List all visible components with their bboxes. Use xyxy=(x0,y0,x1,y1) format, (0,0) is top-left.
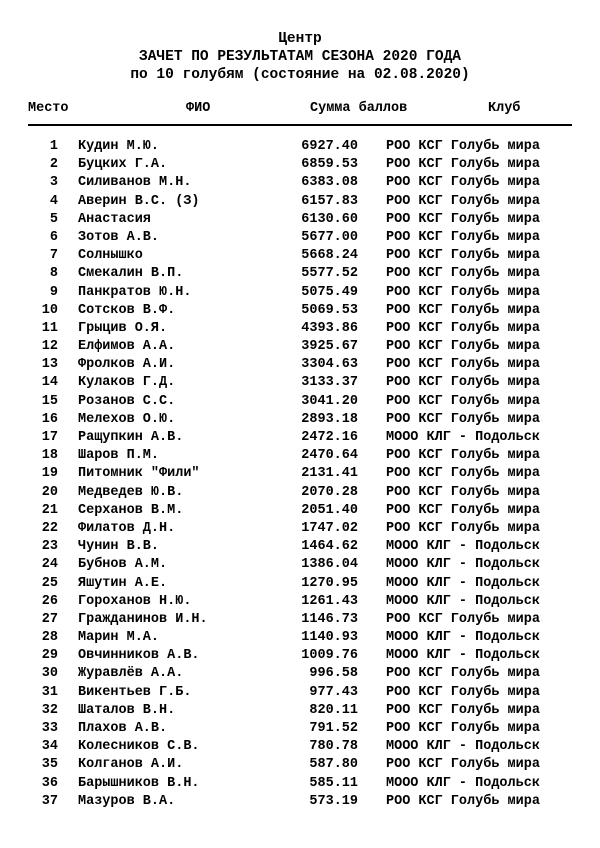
row-club: МООО КЛГ - Подольск xyxy=(386,739,540,755)
row-name: Яшутин А.Е. xyxy=(78,575,168,591)
row-club: РОО КСГ Голубь мира xyxy=(386,793,540,809)
row-name: Серханов В.М. xyxy=(78,502,184,518)
row-place: 25 xyxy=(41,575,58,591)
row-name: Питомник "Фили" xyxy=(78,466,200,482)
row-place: 19 xyxy=(41,466,58,482)
row-club: РОО КСГ Голубь мира xyxy=(386,320,540,336)
table-row xyxy=(0,447,600,465)
row-score: 1747.02 xyxy=(301,520,358,536)
row-name: Панкратов Ю.Н. xyxy=(78,284,192,300)
row-name: Сотсков В.Ф. xyxy=(78,302,176,318)
row-club: РОО КСГ Голубь мира xyxy=(386,502,540,518)
column-header-score: Сумма баллов xyxy=(310,101,408,116)
row-place: 14 xyxy=(41,375,58,391)
row-name: Плахов А.В. xyxy=(78,721,168,736)
row-score: 5577.52 xyxy=(301,266,358,282)
row-club: РОО КСГ Голубь мира xyxy=(386,393,540,409)
row-name: Гражданинов И.Н. xyxy=(78,611,208,627)
row-club: РОО КСГ Голубь мира xyxy=(386,666,540,682)
table-row xyxy=(0,593,600,611)
table-row xyxy=(0,702,600,720)
row-name: Медведев Ю.В. xyxy=(78,484,184,500)
row-score: 5677.00 xyxy=(301,229,358,245)
results-table xyxy=(0,138,600,811)
table-row xyxy=(0,138,600,156)
row-place: 1 xyxy=(49,139,58,154)
row-club: РОО КСГ Голубь мира xyxy=(386,757,540,773)
column-header-place: Место xyxy=(28,101,69,116)
table-row xyxy=(0,756,600,774)
row-score: 820.11 xyxy=(309,702,358,718)
row-place: 13 xyxy=(41,357,58,373)
table-row xyxy=(0,393,600,411)
row-name: Колганов А.И. xyxy=(78,757,184,773)
row-club: РОО КСГ Голубь мира xyxy=(386,721,540,736)
row-name: Шаров П.М. xyxy=(78,448,160,464)
row-place: 28 xyxy=(41,630,58,646)
row-score: 6383.08 xyxy=(301,175,358,191)
row-place: 20 xyxy=(41,484,58,500)
row-club: РОО КСГ Голубь мира xyxy=(386,611,540,627)
row-place: 37 xyxy=(41,793,58,809)
table-row xyxy=(0,229,600,247)
row-score: 2051.40 xyxy=(301,502,358,518)
row-place: 7 xyxy=(49,248,58,264)
table-row xyxy=(0,738,600,756)
table-row xyxy=(0,720,600,738)
table-row xyxy=(0,265,600,283)
row-score: 5069.53 xyxy=(301,302,358,318)
row-club: РОО КСГ Голубь мира xyxy=(386,520,540,536)
table-row xyxy=(0,174,600,192)
row-score: 6130.60 xyxy=(301,211,358,227)
document-title-season: ЗАЧЕТ ПО РЕЗУЛЬТАТАМ СЕЗОНА 2020 ГОДА xyxy=(139,49,461,65)
table-row xyxy=(0,429,600,447)
row-score: 780.78 xyxy=(309,739,358,755)
row-name: Буцких Г.А. xyxy=(78,157,168,173)
row-club: РОО КСГ Голубь мира xyxy=(386,684,540,700)
row-place: 18 xyxy=(41,448,58,464)
table-row xyxy=(0,156,600,174)
table-row xyxy=(0,556,600,574)
row-name: Шаталов В.Н. xyxy=(78,702,176,718)
table-row xyxy=(0,665,600,683)
table-row xyxy=(0,374,600,392)
row-name: Гороханов Н.Ю. xyxy=(78,593,192,609)
row-place: 31 xyxy=(41,684,58,700)
table-row xyxy=(0,684,600,702)
row-name: Мазуров В.А. xyxy=(78,793,176,809)
row-club: МООО КЛГ - Подольск xyxy=(386,557,540,573)
row-name: Бубнов А.М. xyxy=(78,557,168,573)
row-place: 21 xyxy=(41,502,58,518)
row-name: Журавлёв А.А. xyxy=(78,666,184,682)
row-place: 5 xyxy=(49,211,58,227)
row-score: 3041.20 xyxy=(301,393,358,409)
table-row xyxy=(0,538,600,556)
row-club: РОО КСГ Голубь мира xyxy=(386,157,540,173)
row-score: 585.11 xyxy=(309,775,358,791)
row-club: МООО КЛГ - Подольск xyxy=(386,575,540,591)
row-club: РОО КСГ Голубь мира xyxy=(386,302,540,318)
row-name: Марин М.А. xyxy=(78,630,160,646)
row-club: РОО КСГ Голубь мира xyxy=(386,139,540,154)
row-score: 587.80 xyxy=(309,757,358,773)
row-name: Зотов А.В. xyxy=(78,229,160,245)
row-place: 3 xyxy=(49,175,58,191)
row-score: 5075.49 xyxy=(301,284,358,300)
table-row xyxy=(0,484,600,502)
row-name: Ращупкин А.В. xyxy=(78,430,184,445)
row-name: Мелехов О.Ю. xyxy=(78,411,176,427)
row-place: 8 xyxy=(49,266,58,282)
row-score: 6157.83 xyxy=(301,193,358,209)
row-place: 33 xyxy=(41,721,58,736)
row-name: Фролков А.И. xyxy=(78,357,176,373)
row-score: 6927.40 xyxy=(301,139,358,154)
row-club: РОО КСГ Голубь мира xyxy=(386,375,540,391)
row-name: Елфимов А.А. xyxy=(78,339,176,355)
row-place: 27 xyxy=(41,611,58,627)
row-name: Филатов Д.Н. xyxy=(78,520,176,536)
row-score: 1261.43 xyxy=(301,593,358,609)
row-score: 3925.67 xyxy=(301,339,358,355)
row-score: 2893.18 xyxy=(301,411,358,427)
row-score: 1464.62 xyxy=(301,539,358,555)
row-place: 6 xyxy=(49,229,58,245)
row-name: Грыцив О.Я. xyxy=(78,320,168,336)
row-place: 24 xyxy=(41,557,58,573)
row-score: 1386.04 xyxy=(301,557,358,573)
document-title-center: Центр xyxy=(278,31,322,47)
row-club: МООО КЛГ - Подольск xyxy=(386,430,540,445)
table-row xyxy=(0,193,600,211)
row-place: 29 xyxy=(41,648,58,664)
row-name: Розанов С.С. xyxy=(78,393,176,409)
row-place: 12 xyxy=(41,339,58,355)
row-place: 36 xyxy=(41,775,58,791)
row-name: Чунин В.В. xyxy=(78,539,160,555)
row-club: РОО КСГ Голубь мира xyxy=(386,466,540,482)
row-place: 10 xyxy=(41,302,58,318)
row-place: 16 xyxy=(41,411,58,427)
row-score: 2131.41 xyxy=(301,466,358,482)
row-score: 573.19 xyxy=(309,793,358,809)
row-score: 1270.95 xyxy=(301,575,358,591)
row-place: 26 xyxy=(41,593,58,609)
table-row xyxy=(0,338,600,356)
row-place: 35 xyxy=(41,757,58,773)
row-club: РОО КСГ Голубь мира xyxy=(386,193,540,209)
row-club: РОО КСГ Голубь мира xyxy=(386,284,540,300)
row-place: 17 xyxy=(41,430,58,445)
table-row xyxy=(0,629,600,647)
header-divider xyxy=(28,124,572,126)
table-row xyxy=(0,320,600,338)
row-club: РОО КСГ Голубь мира xyxy=(386,229,540,245)
table-row xyxy=(0,647,600,665)
row-score: 2470.64 xyxy=(301,448,358,464)
row-place: 15 xyxy=(41,393,58,409)
row-club: МООО КЛГ - Подольск xyxy=(386,775,540,791)
row-score: 1140.93 xyxy=(301,630,358,646)
row-club: РОО КСГ Голубь мира xyxy=(386,484,540,500)
row-score: 3133.37 xyxy=(301,375,358,391)
table-row xyxy=(0,775,600,793)
table-row xyxy=(0,356,600,374)
row-club: РОО КСГ Голубь мира xyxy=(386,175,540,191)
row-place: 4 xyxy=(49,193,58,209)
table-row xyxy=(0,793,600,811)
row-name: Колесников С.В. xyxy=(78,739,200,755)
row-club: РОО КСГ Голубь мира xyxy=(386,411,540,427)
row-score: 1146.73 xyxy=(301,611,358,627)
row-place: 30 xyxy=(41,666,58,682)
row-score: 5668.24 xyxy=(301,248,358,264)
row-club: РОО КСГ Голубь мира xyxy=(386,448,540,464)
row-score: 2472.16 xyxy=(301,430,358,445)
row-place: 23 xyxy=(41,539,58,555)
column-header-name: ФИО xyxy=(186,101,211,116)
table-row xyxy=(0,411,600,429)
row-club: РОО КСГ Голубь мира xyxy=(386,339,540,355)
row-name: Овчинников А.В. xyxy=(78,648,200,664)
row-place: 34 xyxy=(41,739,58,755)
table-row xyxy=(0,211,600,229)
row-place: 32 xyxy=(41,702,58,718)
table-row xyxy=(0,611,600,629)
table-row xyxy=(0,502,600,520)
row-score: 6859.53 xyxy=(301,157,358,173)
row-club: МООО КЛГ - Подольск xyxy=(386,539,540,555)
row-score: 996.58 xyxy=(309,666,358,682)
row-name: Силиванов М.Н. xyxy=(78,175,192,191)
row-name: Смекалин В.П. xyxy=(78,266,184,282)
row-club: РОО КСГ Голубь мира xyxy=(386,702,540,718)
table-row xyxy=(0,575,600,593)
row-place: 2 xyxy=(49,157,58,173)
row-score: 3304.63 xyxy=(301,357,358,373)
row-club: МООО КЛГ - Подольск xyxy=(386,630,540,646)
row-name: Аверин В.С. (З) xyxy=(78,193,200,209)
row-club: МООО КЛГ - Подольск xyxy=(386,593,540,609)
row-place: 11 xyxy=(41,320,58,336)
row-name: Барышников В.Н. xyxy=(78,775,200,791)
row-club: РОО КСГ Голубь мира xyxy=(386,266,540,282)
row-name: Кулаков Г.Д. xyxy=(78,375,176,391)
row-club: РОО КСГ Голубь мира xyxy=(386,357,540,373)
row-club: РОО КСГ Голубь мира xyxy=(386,211,540,227)
table-row xyxy=(0,284,600,302)
table-row xyxy=(0,520,600,538)
row-name: Солнышко xyxy=(78,248,143,264)
table-row xyxy=(0,302,600,320)
row-name: Викентьев Г.Б. xyxy=(78,684,192,700)
row-club: МООО КЛГ - Подольск xyxy=(386,648,540,664)
table-row xyxy=(0,247,600,265)
row-score: 791.52 xyxy=(309,721,358,736)
table-row xyxy=(0,465,600,483)
column-header-club: Клуб xyxy=(488,101,521,116)
row-place: 9 xyxy=(49,284,58,300)
row-club: РОО КСГ Голубь мира xyxy=(386,248,540,264)
row-name: Кудин М.Ю. xyxy=(78,139,160,154)
row-place: 22 xyxy=(41,520,58,536)
document-subtitle-status: по 10 голубям (состояние на 02.08.2020) xyxy=(130,67,470,83)
row-score: 977.43 xyxy=(309,684,358,700)
row-score: 2070.28 xyxy=(301,484,358,500)
row-name: Анастасия xyxy=(78,211,151,227)
row-score: 4393.86 xyxy=(301,320,358,336)
row-score: 1009.76 xyxy=(301,648,358,664)
